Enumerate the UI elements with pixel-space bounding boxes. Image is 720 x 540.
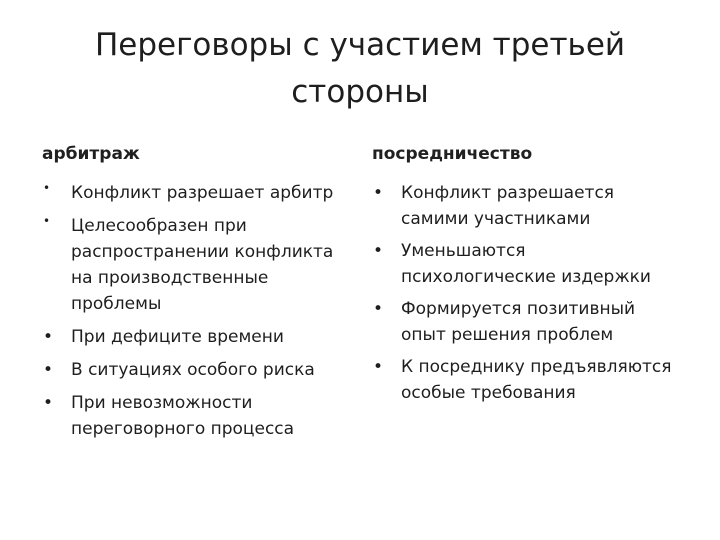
list-item xyxy=(372,354,682,406)
bullet-icon: • xyxy=(43,181,51,195)
bullet-icon: • xyxy=(43,327,54,347)
title-line-2: стороны xyxy=(291,74,429,110)
list-item-text: К посреднику предъявляются особые требования xyxy=(401,357,672,403)
slide-title xyxy=(60,22,660,116)
list-item xyxy=(42,390,352,442)
bullet-icon: • xyxy=(373,183,384,203)
list-item-text: В ситуациях особого риска xyxy=(71,360,315,380)
list-item xyxy=(372,180,682,232)
arbitration-list xyxy=(42,180,352,442)
mediation-column xyxy=(372,142,682,412)
title-line-1: Переговоры с участием третьей xyxy=(94,27,626,63)
bullet-icon: • xyxy=(373,299,384,319)
list-item xyxy=(42,180,352,206)
list-item-text: Формируется позитивный опыт решения проблем xyxy=(401,299,636,345)
list-item xyxy=(42,324,352,350)
arbitration-column xyxy=(42,142,352,449)
arbitration-header: арбитраж xyxy=(42,144,140,164)
list-item-text: Целесообразен при распространении конфликта на производственные проблемы xyxy=(71,216,334,314)
list-item xyxy=(42,357,352,383)
bullet-icon: • xyxy=(373,357,384,377)
bullet-icon: • xyxy=(43,393,54,413)
mediation-header: посредничество xyxy=(372,144,533,164)
list-item-text: Уменьшаются психологические издержки xyxy=(401,241,651,287)
bullet-icon: • xyxy=(43,360,54,380)
list-item-text: Конфликт разрешается самими участниками xyxy=(401,183,615,229)
list-item-text: При невозможности переговорного процесса xyxy=(71,393,295,439)
list-item xyxy=(372,296,682,348)
list-item-text: Конфликт разрешает арбитр xyxy=(71,183,334,203)
list-item-text: При дефиците времени xyxy=(71,327,284,347)
bullet-icon: • xyxy=(373,241,384,261)
mediation-list xyxy=(372,180,682,406)
list-item xyxy=(42,213,352,317)
bullet-icon: • xyxy=(43,214,51,228)
list-item xyxy=(372,238,682,290)
